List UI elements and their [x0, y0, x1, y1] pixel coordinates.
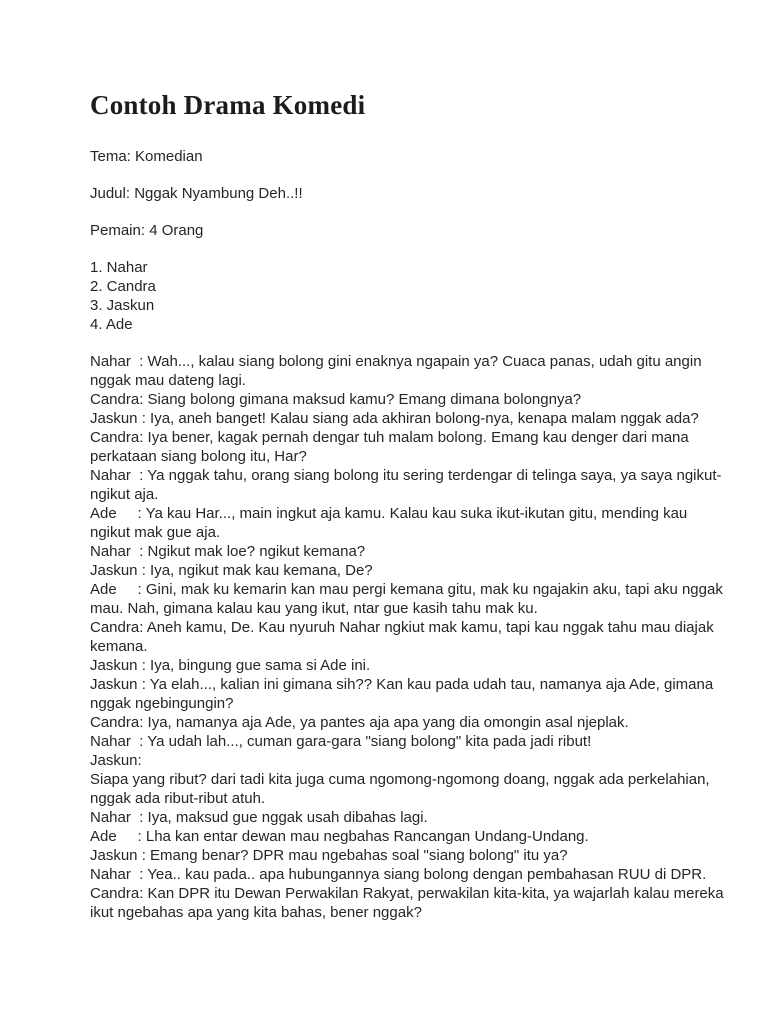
dialog-line: ngikut mak gue aja. [90, 524, 221, 541]
dialog-line: Candra: Kan DPR itu Dewan Perwakilan Rakyat, perwakilan kita-kita, ya wajarlah kalau mereka [90, 885, 724, 902]
dialog-line: Candra: Aneh kamu, De. Kau nyuruh Nahar ngkiut mak kamu, tapi kau nggak tahu mau diajak [90, 619, 714, 636]
cast-list-item: 3. Jaskun [90, 297, 155, 314]
dialog-line: nggak ada ribut-ribut atuh. [90, 790, 266, 807]
dialog-line: Jaskun : Emang benar? DPR mau ngebahas soal "siang bolong" itu ya? [90, 847, 568, 864]
dialog-line: Ade : Lha kan entar dewan mau negbahas Rancangan Undang-Undang. [90, 828, 589, 845]
dialog-line: Ade : Ya kau Har..., main ingkut aja kamu. Kalau kau suka ikut-ikutan gitu, mending kau [90, 505, 688, 522]
dialog-line: Nahar : Iya, maksud gue nggak usah dibahas lagi. [90, 809, 428, 826]
cast-list [90, 258, 698, 334]
cast-list-item: 1. Nahar [90, 259, 148, 276]
dialog-line: ngikut aja. [90, 486, 159, 503]
dialog-line: Candra: Siang bolong gimana maksud kamu? Emang dimana bolongnya? [90, 391, 582, 408]
page-title: Contoh Drama Komedi [90, 90, 366, 120]
dialog-line: Candra: Iya, namanya aja Ade, ya pantes aja apa yang dia omongin asal njeplak. [90, 714, 629, 731]
dialog-line: Nahar : Ngikut mak loe? ngikut kemana? [90, 543, 366, 560]
dialog-line: Jaskun : Ya elah..., kalian ini gimana sih?? Kan kau pada udah tau, namanya aja Ade, gimana [90, 676, 714, 693]
dialog-line: mau. Nah, gimana kalau kau yang ikut, ntar gue kasih tahu mak ku. [90, 600, 538, 617]
cast-list-item: 4. Ade [90, 316, 133, 333]
dialog-section [90, 352, 724, 922]
meta-line: Tema: Komedian [90, 148, 203, 165]
meta-line: Judul: Nggak Nyambung Deh..!! [90, 185, 303, 202]
cast-list-item: 2. Candra [90, 278, 156, 295]
dialog-line: Jaskun : Iya, ngikut mak kau kemana, De? [90, 562, 373, 579]
dialog-line: Jaskun: [90, 752, 142, 769]
dialog-line: Siapa yang ribut? dari tadi kita juga cuma ngomong-ngomong doang, nggak ada perkelahian, [90, 771, 710, 788]
dialog-line: perkataan siang bolong itu, Har? [90, 448, 307, 465]
dialog-line: Jaskun : Iya, aneh banget! Kalau siang ada akhiran bolong-nya, kenapa malam nggak ada? [90, 410, 699, 427]
meta-line: Pemain: 4 Orang [90, 222, 204, 239]
dialog-line: nggak ngebingungin? [90, 695, 234, 712]
dialog-line: Ade : Gini, mak ku kemarin kan mau pergi kemana gitu, mak ku ngajakin aku, tapi aku nggak [90, 581, 723, 598]
meta-section [90, 147, 698, 240]
dialog-line: ikut ngebahas apa yang kita bahas, bener nggak? [90, 904, 422, 921]
dialog-line: Nahar : Yea.. kau pada.. apa hubungannya siang bolong dengan pembahasan RUU di DPR. [90, 866, 707, 883]
dialog-line: Nahar : Ya nggak tahu, orang siang bolong itu sering terdengar di telinga saya, ya saya ngikut- [90, 467, 722, 484]
dialog-line: nggak mau dateng lagi. [90, 372, 246, 389]
dialog-line: Nahar : Ya udah lah..., cuman gara-gara "siang bolong" kita pada jadi ribut! [90, 733, 592, 750]
dialog-line: Candra: Iya bener, kagak pernah dengar tuh malam bolong. Emang kau denger dari mana [90, 429, 689, 446]
dialog-line: Nahar : Wah..., kalau siang bolong gini enaknya ngapain ya? Cuaca panas, udah gitu angin [90, 353, 702, 370]
dialog-line: kemana. [90, 638, 148, 655]
dialog-line: Jaskun : Iya, bingung gue sama si Ade ini. [90, 657, 371, 674]
